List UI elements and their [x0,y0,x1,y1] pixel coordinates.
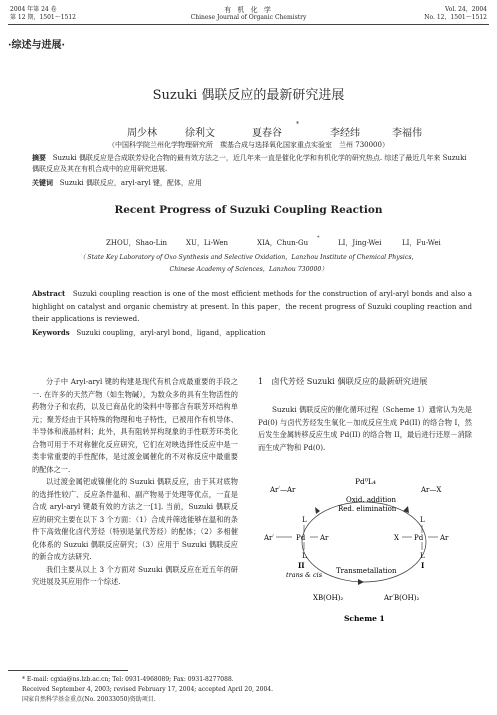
complex-II-label: II [298,561,305,570]
author-cn-3: 夏春谷 [252,128,282,139]
keywords-cn-label: 关键词 [32,178,53,187]
abstract-en-label: Abstract [32,289,66,298]
title-cn: Suzuki 偶联反应的最新研究进展 [152,88,345,103]
left-column [32,376,238,589]
complex-I-L-bottom: L [420,552,425,560]
affiliation-en-1: （ State Key Laboratory of Oxo Synthesis and Selective Oxidation，Lanzhou Institute of Chemical Physics， [79,254,418,261]
footnote-email: * E-mail: cgxia@ns.lzb.ac.cn; Tel: 0931-4968089; Fax: 0931-8277088. [22,676,234,683]
journal-header-left [10,6,76,22]
journal-header-center [150,6,347,22]
left-paragraph-1: 分子中 Aryl-aryl 键的构建是现代有机合成最重要的手段之一. 在许多的天然产物（如生物碱），为数众多的具有生物活性的药物分子和农药，以及已商品化的染料中等都含有联芳环结构单元；聚芳烃由于其特殊的物理和电子特性，已被用作有机导体、半导体和液晶材料；此外，具有阻转异构现象的手性联芳环类化合物可用于不对称催化反应研究，它们在对映选择性反应中是一类非常重要的手性配体，是过渡金属催化的不对称反应中最重要的配体之一. [32,377,238,474]
header-vol-en: Vol. 24，2004 [444,6,487,13]
title-en: Recent Progress of Suzuki Coupling Reaction [114,204,383,216]
complex-II-L-top: L [302,516,307,524]
abstract-cn-label: 摘要 [32,153,46,162]
complex-I-x: X [394,534,399,542]
author-en-5: LI，Fu-Wei [402,239,441,247]
complex-II-L-bottom: L [302,552,307,560]
keywords-cn [32,177,472,189]
abstract-en [32,288,472,326]
pd0l4-label: Pd⁰L₄ [355,477,376,486]
footnote-rule [8,670,128,671]
abstract-cn-text: Suzuki 偶联反应是合成联芳烃化合物的最有效方法之一，近几年来一直是催化化学和有机化学的研究热点. 综述了最近几年来 Suzuki 偶联反应及其在有机合成中的应用研究进展. [32,154,467,173]
affiliation-cn: （中国科学院兰州化学物理研究所 羰基合成与选择氧化国家重点实验室 兰州 730000） [108,141,389,149]
keywords-en [32,328,472,338]
complex-I-pd: Pd [414,534,424,542]
right-paragraph-1: Suzuki 偶联反应的催化循环过程（Scheme 1）通常认为先是 Pd(0) 与卤代芳烃发生氧化－加成反应生成 Pd(II) 的络合物 I，然后发生金属转移反应生成 Pd(II) 的络合物 II，最后进行还原－消除而生成产物和 Pd(0). [258,405,472,452]
author-cn-2: 徐利文 [185,128,215,139]
header-no-en: No. 12，1501～1512 [424,14,487,21]
header-volume: 2004 年第 24 卷 [10,6,57,13]
complex-I-L-top: L [420,516,425,524]
left-paragraph-3: 我们主要从以上 3 个方面对 Suzuki 偶联反应在近五年的研究进展及其应用作一个综述. [32,564,238,586]
arrow-reductive [315,507,320,514]
author-cn-1: 周少林 [127,128,157,139]
journal-title-en: Chinese Journal of Organic Chemistry [190,14,307,21]
transmetallation-label: Transmetallation [336,567,397,575]
keywords-en-label: Keywords [32,328,70,337]
abstract-cn [32,152,472,175]
oxid-addition-label: Oxid. addition [346,496,397,504]
footnote-fund: 国家自然科学基金重点(No. 20033050)资助项目. [22,696,156,703]
scheme-catalytic-cycle [258,470,472,630]
author-en-4: LI，Jing-Wei [338,239,382,247]
ar-ar-product: Ar′—Ar [270,486,296,494]
footnotes [22,675,482,705]
keywords-cn-text: Suzuki 偶联反应，aryl-aryl 键，配体，应用 [59,179,202,187]
author-cn-4: 李经纬 [330,128,360,139]
author-en-1: ZHOU，Shao-Lin [106,239,168,247]
header-issue: 第 12 期，1501～1512 [10,14,76,21]
complex-II-ar-prime: Ar′ [264,534,274,542]
ar-x-reagent: Ar—X [421,486,442,494]
left-paragraph-2: 以过渡金属钯或镍催化的 Suzuki 偶联反应，由于其对底物的选择性较广、反应条件温和、副产物易于处理等优点，一直是合成 aryl-aryl 键最有效的方法之一[1]. 当前，Suzuki 偶联反应的研究主要在以下 3 个方面：（1）合成并筛选能够在温和的条件下高效催化卤代芳烃（特别是氯代芳烃）的配体；（2）多相催化体系的 Suzuki 偶联反应研究；（3）应用于 Suzuki 偶联反应的新合成方法研究. [32,477,238,561]
arboh2-label: Ar′B(OH)₂ [384,594,420,602]
xboh2-label: XB(OH)₂ [313,594,344,602]
abstract-en-text: Suzuki coupling reaction is one of the most efficient methods for the construction of aryl-aryl bonds and also a highlight on catalyst and organic chemistry at present. In this paper，the recent progress of Suzuki coupling reaction and their applications is reviewed. [32,290,472,323]
arrow-transmet [358,579,364,585]
scheme-caption: Scheme 1 [344,614,385,623]
keywords-en-text: Suzuki coupling，aryl-aryl bond，ligand，application [76,329,266,337]
author-cn-5: 李福伟 [392,128,422,139]
header-rule [8,24,489,25]
footnote-received: Received September 4, 2003; revised February 17, 2004; accepted April 20, 2004. [22,686,274,693]
red-elimination-label: Red. elimination [338,505,397,513]
journal-header-right [424,6,487,22]
complex-I-label: I [421,561,425,570]
complex-II-ar: Ar [320,534,329,542]
complex-II-pd: Pd [296,534,306,542]
section-heading: 1 卤代芳烃 Suzuki 偶联反应的最新研究进展 [258,376,428,386]
trans-cis-label: trans & cis [286,571,323,579]
author-en-mark: * [317,235,320,241]
author-mark: * [296,121,299,128]
author-en-2: XU，Li-Wen [186,239,229,247]
arrow-oxidative [403,506,409,513]
affiliation-en-2: Chinese Academy of Sciences，Lanzhou 730000） [169,266,328,273]
section-tag: ·综述与进展· [8,40,65,51]
journal-title-cn: 有 机 化 学 [224,6,273,14]
complex-I-ar: Ar [440,534,449,542]
author-en-3: XIA，Chun-Gu [257,239,309,247]
